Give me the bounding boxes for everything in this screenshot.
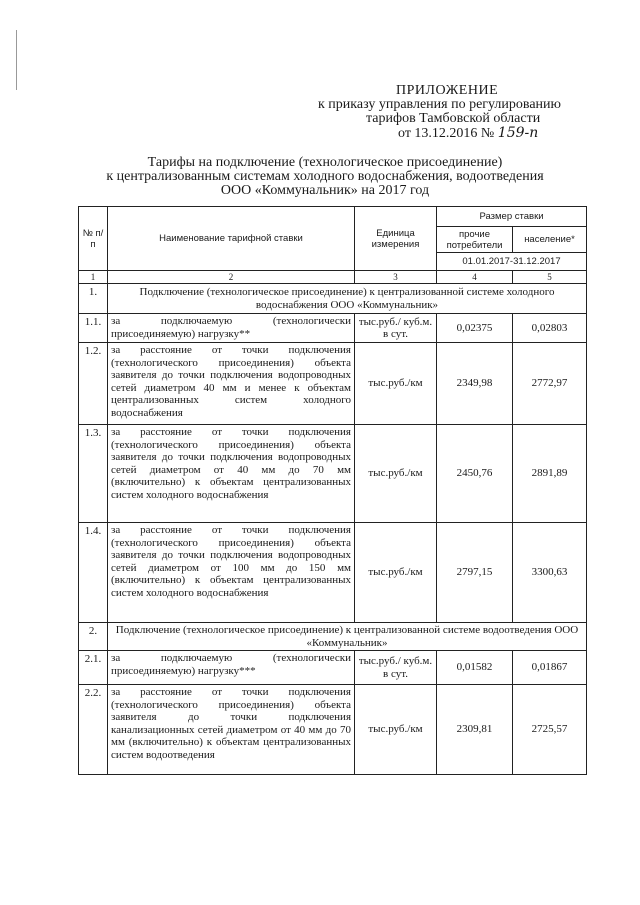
row-rate-population: 2891,89 — [513, 425, 587, 523]
row-number: 2.1. — [79, 651, 108, 685]
index-cell: 4 — [437, 271, 513, 284]
row-number: 1.2. — [79, 343, 108, 425]
appendix-authority-line: тарифов Тамбовской области — [366, 111, 541, 126]
header-num: № п/п — [79, 207, 108, 271]
section-number: 2. — [79, 623, 108, 651]
header-unit: Единица измерения — [355, 207, 437, 271]
row-rate-population: 0,02803 — [513, 314, 587, 343]
row-number: 1.1. — [79, 314, 108, 343]
row-number: 1.3. — [79, 425, 108, 523]
row-rate-population: 2772,97 — [513, 343, 587, 425]
table-row — [79, 425, 587, 523]
row-rate-other: 0,02375 — [437, 314, 513, 343]
table-row — [79, 685, 587, 775]
row-unit: тыс.руб./км — [355, 523, 437, 623]
section-title: Подключение (технологическое присоединение) к централизованной системе холодного водоснабжения ООО «Коммунальник» — [108, 284, 587, 314]
table-row — [79, 651, 587, 685]
table-row — [79, 343, 587, 425]
tariff-table — [78, 206, 587, 775]
header-name: Наименование тарифной ставки — [108, 207, 355, 271]
section-number: 1. — [79, 284, 108, 314]
row-description: за расстояние от точки подключения (технологического присоединения) объекта заявителя до точки подключения водопроводных сетей диаметром 40 мм и менее к объектам централизованных систем холодного водоснабжения — [108, 343, 355, 425]
table-row — [79, 523, 587, 623]
row-description: за подключаемую (технологически присоединяемую) нагрузку*** — [108, 651, 355, 685]
section-row — [79, 623, 587, 651]
row-description: за расстояние от точки подключения (технологического присоединения) объекта заявителя до точки подключения водопроводных сетей диаметром от 40 мм до 70 мм (включительно) к объектам централизованных систем холодного водоснабжения — [108, 425, 355, 523]
order-number-handwritten: 159-п — [497, 125, 539, 141]
title-line-3: ООО «Коммунальник» на 2017 год — [220, 183, 430, 198]
row-description: за расстояние от точки подключения (технологического присоединения) объекта заявителя до точки подключения водопроводных сетей диаметром от 100 мм до 150 мм (включительно) к объектам централизованных систем холодного водоснабжения — [108, 523, 355, 623]
row-rate-population: 2725,57 — [513, 685, 587, 775]
title-line-1: Тарифы на подключение (технологическое присоединение) — [147, 155, 503, 170]
row-rate-population: 0,01867 — [513, 651, 587, 685]
row-rate-other: 2450,76 — [437, 425, 513, 523]
row-unit: тыс.руб./км — [355, 343, 437, 425]
header-period: 01.01.2017-31.12.2017 — [437, 253, 587, 271]
title-line-2: к централизованным системам холодного водоснабжения, водоотведения — [106, 169, 544, 184]
row-description: за расстояние от точки подключения (технологического присоединения) объекта заявителя до точки подключения канализационных сетей диаметром от 40 мм до 70 мм (включительно) к объектам централизованных систем водоотведения — [108, 685, 355, 775]
row-number: 1.4. — [79, 523, 108, 623]
index-cell: 1 — [79, 271, 108, 284]
row-rate-other: 0,01582 — [437, 651, 513, 685]
scan-edge-mark — [16, 30, 19, 90]
table-row — [79, 314, 587, 343]
appendix-order-line: к приказу управления по регулированию — [318, 97, 561, 112]
row-rate-other: 2797,15 — [437, 523, 513, 623]
header-population: население* — [513, 227, 587, 253]
document-title — [60, 156, 590, 198]
appendix-title: ПРИЛОЖЕНИЕ — [396, 83, 499, 98]
row-description: за подключаемую (технологически присоединяемую) нагрузку** — [108, 314, 355, 343]
row-unit: тыс.руб./км — [355, 685, 437, 775]
appendix-date: от 13.12.2016 № — [398, 126, 495, 141]
section-title: Подключение (технологическое присоединение) к централизованной системе водоотведения ООО «Коммунальник» — [108, 623, 587, 651]
row-unit: тыс.руб./км — [355, 425, 437, 523]
row-unit: тыс.руб./ куб.м. в сут. — [355, 314, 437, 343]
index-cell: 3 — [355, 271, 437, 284]
row-rate-population: 3300,63 — [513, 523, 587, 623]
row-number: 2.2. — [79, 685, 108, 775]
appendix-date-line — [318, 126, 618, 141]
header-rate-size: Размер ставки — [437, 207, 587, 227]
row-rate-other: 2349,98 — [437, 343, 513, 425]
index-cell: 5 — [513, 271, 587, 284]
header-other-consumers: прочие потребители — [437, 227, 513, 253]
row-rate-other: 2309,81 — [437, 685, 513, 775]
index-cell: 2 — [108, 271, 355, 284]
appendix-header — [318, 84, 618, 141]
row-unit: тыс.руб./ куб.м. в сут. — [355, 651, 437, 685]
section-row — [79, 284, 587, 314]
